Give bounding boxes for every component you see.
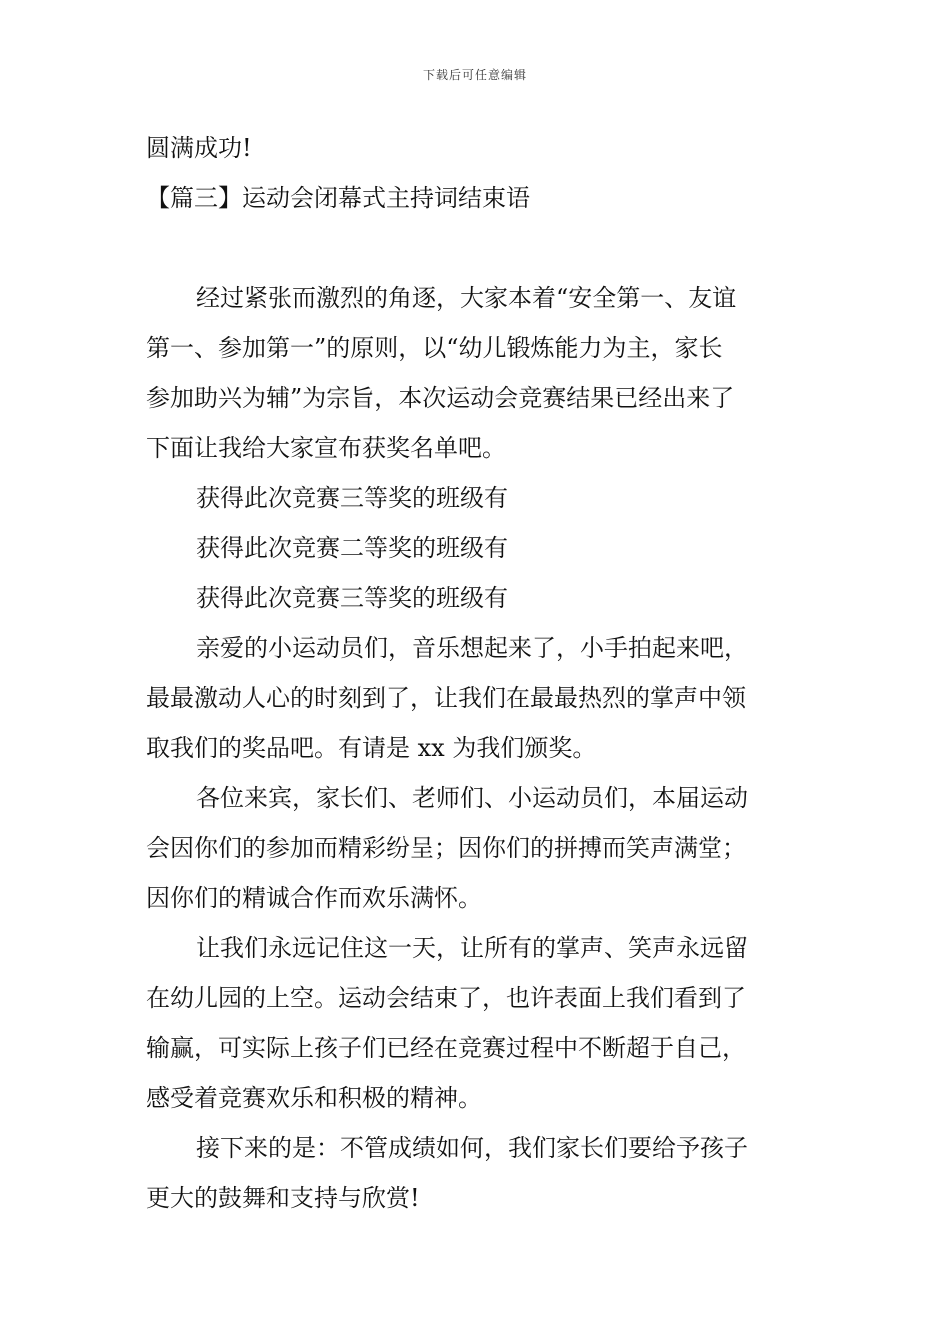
- text-line: 因你们的精诚合作而欢乐满怀。: [146, 884, 482, 912]
- text-line: 最最激动人心的时刻到了，让我们在最最热烈的掌声中领: [146, 684, 746, 712]
- text-line: 取我们的奖品吧。有请是 xx 为我们颁奖。: [146, 734, 597, 762]
- text-line: 亲爱的小运动员们，音乐想起来了，小手拍起来吧，: [196, 634, 748, 662]
- section-title: 【篇三】运动会闭幕式主持词结束语: [146, 184, 530, 212]
- text-line: 获得此次竞赛三等奖的班级有: [196, 484, 508, 512]
- text-line: 感受着竞赛欢乐和积极的精神。: [146, 1084, 482, 1112]
- text-line: 在幼儿园的上空。运动会结束了，也许表面上我们看到了: [146, 984, 746, 1012]
- text-line: 让我们永远记住这一天，让所有的掌声、笑声永远留: [196, 934, 748, 962]
- text-line: 更大的鼓舞和支持与欣赏!: [146, 1184, 420, 1212]
- text-line: 经过紧张而激烈的角逐，大家本着“安全第一、友谊: [196, 284, 737, 312]
- text-line: 下面让我给大家宣布获奖名单吧。: [146, 434, 506, 462]
- text-line: 第一、参加第一”的原则，以“幼儿锻炼能力为主，家长: [146, 334, 723, 362]
- text-line: 接下来的是：不管成绩如何，我们家长们要给予孩子: [196, 1134, 748, 1162]
- text-line: 获得此次竞赛三等奖的班级有: [196, 584, 508, 612]
- text-line: 圆满成功!: [146, 134, 252, 162]
- header-note: 下载后可任意编辑: [422, 68, 527, 82]
- text-line: 获得此次竞赛二等奖的班级有: [196, 534, 508, 562]
- text-line: 输赢，可实际上孩子们已经在竞赛过程中不断超于自己，: [146, 1034, 746, 1062]
- text-line: 各位来宾，家长们、老师们、小运动员们，本届运动: [196, 784, 748, 812]
- text-line: 参加助兴为辅”为宗旨，本次运动会竞赛结果已经出来了: [146, 384, 735, 412]
- text-line: 会因你们的参加而精彩纷呈；因你们的拼搏而笑声满堂；: [146, 834, 746, 862]
